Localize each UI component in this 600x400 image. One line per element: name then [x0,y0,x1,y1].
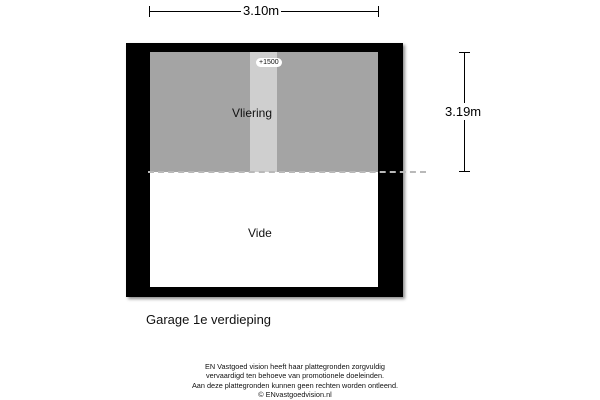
width-dimension-tick-left [149,6,150,17]
floor-title: Garage 1e verdieping [146,312,272,327]
disclaimer-line-2: vervaardigd ten behoeve van promotionele doeleinden. [205,371,385,381]
width-dimension-label: 3.10m [243,3,280,18]
ceiling-height-line [148,171,426,173]
disclaimer-line-4: © ENvastgoedvision.nl [258,389,332,399]
room-label-vide: Vide [248,226,272,240]
disclaimer-line-1: EN Vastgoed vision heeft haar plattegronden zorgvuldig [205,362,385,371]
disclaimer-line-3: Aan deze plattegronden kunnen geen rechten worden ontleend. [191,380,399,390]
height-dimension-tick-bottom [459,171,470,172]
width-dimension-tick-right [378,6,379,17]
room-label-vliering: Vliering [232,106,273,120]
disclaimer [125,362,465,399]
height-marker-label: +1500 [256,58,282,67]
height-dimension-tick-top [459,52,470,53]
height-dimension-label: 3.19m [445,104,482,119]
